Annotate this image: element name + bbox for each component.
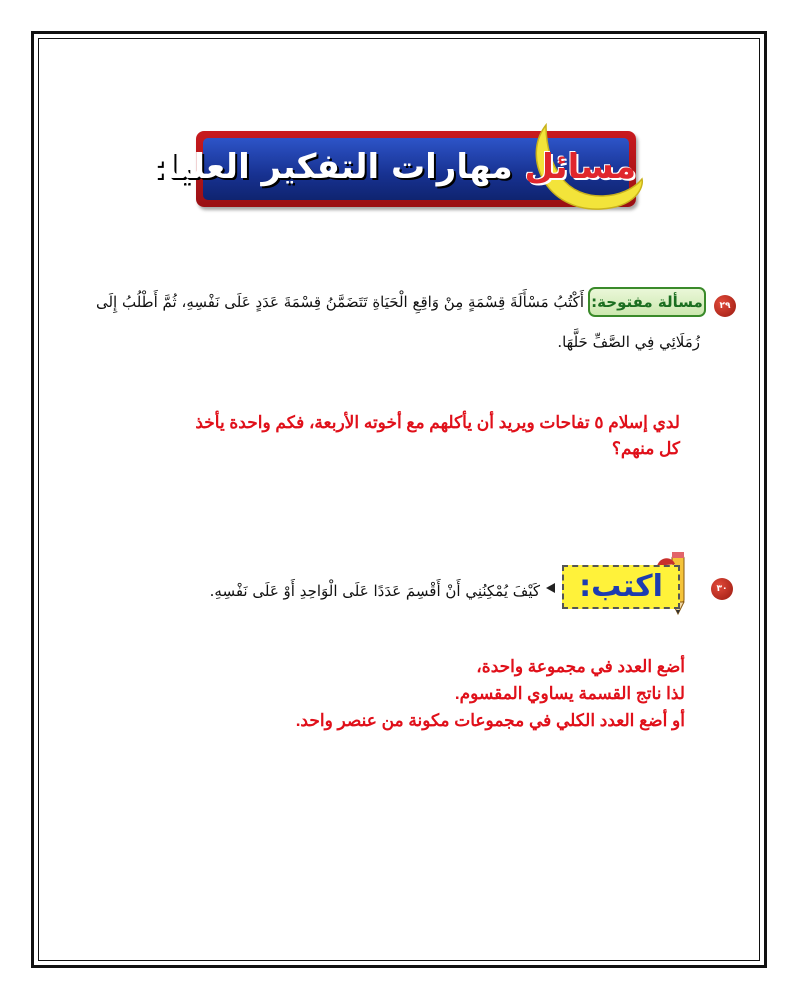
answer-29-line1: لدي إسلام ٥ تفاحات ويريد أن يأكلهم مع أخوته الأربعة، فكم واحدة يأخذ: [195, 413, 680, 432]
question-30-text: كَيْفَ يُمْكِنُنِي أَنْ أَقْسِمَ عَدَدًا عَلَى الْوَاحِدِ أَوْ عَلَى نَفْسِهِ.: [209, 582, 540, 600]
banner-title-accent: مسائل: [524, 147, 636, 187]
answer-30-line1: أضع العدد في مجموعة واحدة،: [476, 657, 685, 676]
question-number-30: ٣٠: [711, 578, 733, 600]
open-question-label: مسألة مفتوحة:: [588, 287, 706, 317]
write-label: اكتب:: [579, 569, 663, 604]
arrow-left-icon: [546, 583, 555, 593]
banner-title: [151, 147, 636, 187]
answer-30-line2: لذا ناتج القسمة يساوي المقسوم.: [454, 684, 685, 703]
question-number-29: ٢٩: [714, 295, 736, 317]
section-banner: [151, 131, 636, 207]
question-29-line2: زُمَلَائِي فِي الصَّفِّ حَلَّهَا.: [557, 333, 700, 351]
question-29-line1: أَكْتُبُ مَسْأَلَةَ قِسْمَةٍ مِنْ وَاقِعِ الْحَيَاةِ تَتَضَمَّنُ قِسْمَةَ عَدَدٍ عَلَى نَفْسِهِ، ثُمَّ أَطْلُبُ إِلَى: [95, 293, 584, 311]
answer-29-line2: كل منهم؟: [611, 439, 680, 458]
answer-30-line3: أو أضع العدد الكلي في مجموعات مكونة من عنصر واحد.: [295, 711, 685, 730]
write-label-box: [562, 565, 680, 609]
banner-title-rest: مهارات التفكير العليا:: [151, 147, 525, 187]
